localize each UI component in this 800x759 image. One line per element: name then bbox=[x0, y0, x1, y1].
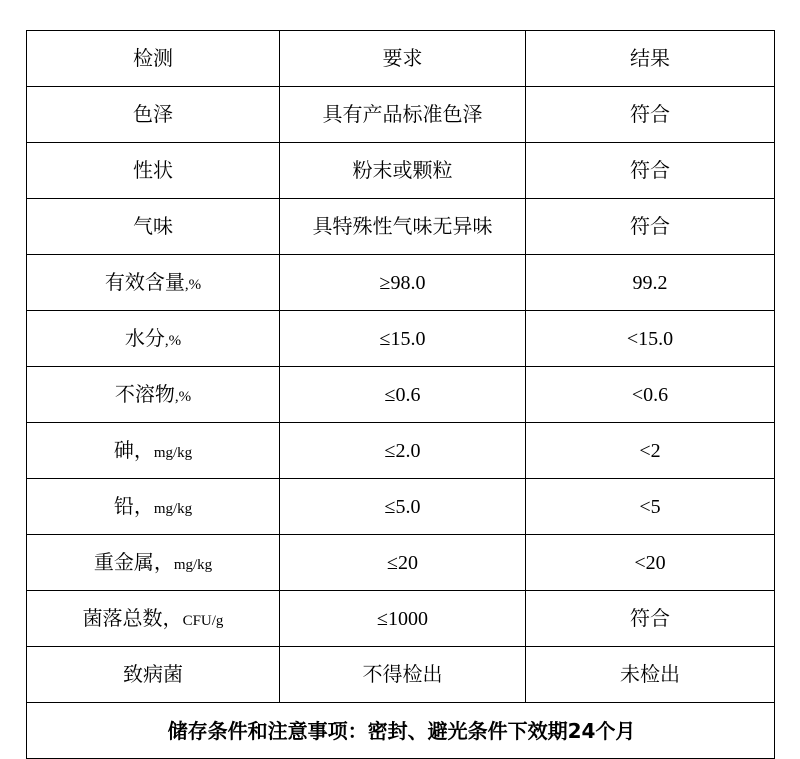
column-header-requirement bbox=[280, 31, 526, 87]
item-unit: ,% bbox=[164, 332, 182, 349]
item-name: 有效含量 bbox=[104, 271, 185, 294]
cell-result bbox=[526, 311, 775, 367]
cell-result bbox=[526, 423, 775, 479]
table-header-row bbox=[27, 31, 775, 87]
cell-item bbox=[27, 199, 280, 255]
table-row bbox=[27, 367, 775, 423]
item-label bbox=[27, 327, 279, 351]
requirement-label: ≤5.0 bbox=[384, 495, 421, 518]
cell-item bbox=[27, 255, 280, 311]
item-label: 致病菌 bbox=[123, 663, 183, 686]
cell-item bbox=[27, 367, 280, 423]
storage-note-label: 储存条件和注意事项：密封、避光条件下效期24个月 bbox=[167, 718, 636, 743]
requirement-label: 具特殊性气味无异味 bbox=[312, 215, 493, 238]
requirement-label: ≤2.0 bbox=[384, 439, 421, 462]
result-label: <2 bbox=[639, 439, 661, 462]
item-label bbox=[27, 383, 279, 407]
cell-requirement bbox=[280, 479, 526, 535]
spec-table-container bbox=[26, 30, 774, 759]
result-label: 未检出 bbox=[620, 663, 680, 686]
cell-item bbox=[27, 591, 280, 647]
requirement-label: ≤15.0 bbox=[379, 327, 426, 350]
item-name: 重金属， bbox=[93, 551, 174, 574]
cell-item bbox=[27, 311, 280, 367]
item-unit: mg/kg bbox=[153, 444, 193, 461]
cell-item bbox=[27, 479, 280, 535]
cell-requirement bbox=[280, 367, 526, 423]
table-row bbox=[27, 199, 775, 255]
cell-requirement bbox=[280, 255, 526, 311]
column-header-item-label: 检测 bbox=[133, 47, 173, 70]
cell-requirement bbox=[280, 535, 526, 591]
cell-item bbox=[27, 423, 280, 479]
result-label: 符合 bbox=[630, 103, 670, 126]
table-row bbox=[27, 479, 775, 535]
requirement-label: ≤20 bbox=[387, 551, 418, 574]
table-row bbox=[27, 591, 775, 647]
table-row bbox=[27, 535, 775, 591]
item-label bbox=[27, 551, 279, 575]
cell-result bbox=[526, 143, 775, 199]
table-row bbox=[27, 87, 775, 143]
result-label: <20 bbox=[634, 551, 666, 574]
item-name: 铅， bbox=[113, 495, 154, 518]
requirement-label: 粉末或颗粒 bbox=[352, 159, 453, 182]
result-label: 符合 bbox=[630, 159, 670, 182]
item-label: 色泽 bbox=[133, 103, 173, 126]
cell-result bbox=[526, 199, 775, 255]
column-header-requirement-label: 要求 bbox=[382, 47, 423, 70]
cell-item bbox=[27, 143, 280, 199]
cell-requirement bbox=[280, 199, 526, 255]
requirement-label: ≥98.0 bbox=[379, 271, 426, 294]
item-unit: CFU/g bbox=[182, 612, 224, 629]
table-row bbox=[27, 647, 775, 703]
result-label: 99.2 bbox=[632, 271, 668, 294]
cell-result bbox=[526, 647, 775, 703]
item-label bbox=[27, 271, 279, 295]
specification-table bbox=[26, 30, 775, 759]
result-label: <15.0 bbox=[626, 327, 674, 350]
result-label: 符合 bbox=[630, 607, 670, 630]
requirement-label: ≤1000 bbox=[377, 607, 428, 630]
item-unit: mg/kg bbox=[153, 500, 193, 517]
cell-requirement bbox=[280, 591, 526, 647]
result-label: <0.6 bbox=[631, 383, 669, 406]
cell-storage-note bbox=[27, 703, 775, 759]
column-header-result-label: 结果 bbox=[630, 47, 670, 70]
table-row bbox=[27, 143, 775, 199]
item-label bbox=[27, 607, 279, 631]
item-name: 不溶物 bbox=[114, 383, 175, 406]
item-unit: ,% bbox=[184, 276, 202, 293]
item-unit: ,% bbox=[174, 388, 192, 405]
item-name: 菌落总数， bbox=[82, 607, 183, 630]
requirement-label: 具有产品标准色泽 bbox=[322, 103, 483, 126]
cell-result bbox=[526, 255, 775, 311]
cell-requirement bbox=[280, 143, 526, 199]
cell-result bbox=[526, 591, 775, 647]
table-footer-row bbox=[27, 703, 775, 759]
cell-result bbox=[526, 367, 775, 423]
cell-result bbox=[526, 479, 775, 535]
requirement-label: 不得检出 bbox=[362, 663, 443, 686]
column-header-item bbox=[27, 31, 280, 87]
item-unit: mg/kg bbox=[173, 556, 213, 573]
table-row bbox=[27, 255, 775, 311]
column-header-result bbox=[526, 31, 775, 87]
requirement-label: ≤0.6 bbox=[384, 383, 421, 406]
cell-requirement bbox=[280, 647, 526, 703]
cell-requirement bbox=[280, 311, 526, 367]
table-row bbox=[27, 311, 775, 367]
cell-item bbox=[27, 535, 280, 591]
cell-item bbox=[27, 647, 280, 703]
item-label: 性状 bbox=[133, 159, 173, 182]
item-label: 气味 bbox=[133, 215, 173, 238]
item-name: 砷， bbox=[113, 439, 154, 462]
item-label bbox=[27, 495, 279, 519]
item-name: 水分 bbox=[124, 327, 165, 350]
result-label: 符合 bbox=[630, 215, 670, 238]
item-label bbox=[27, 439, 279, 463]
table-row bbox=[27, 423, 775, 479]
cell-result bbox=[526, 535, 775, 591]
cell-requirement bbox=[280, 423, 526, 479]
cell-item bbox=[27, 87, 280, 143]
cell-requirement bbox=[280, 87, 526, 143]
result-label: <5 bbox=[639, 495, 661, 518]
cell-result bbox=[526, 87, 775, 143]
